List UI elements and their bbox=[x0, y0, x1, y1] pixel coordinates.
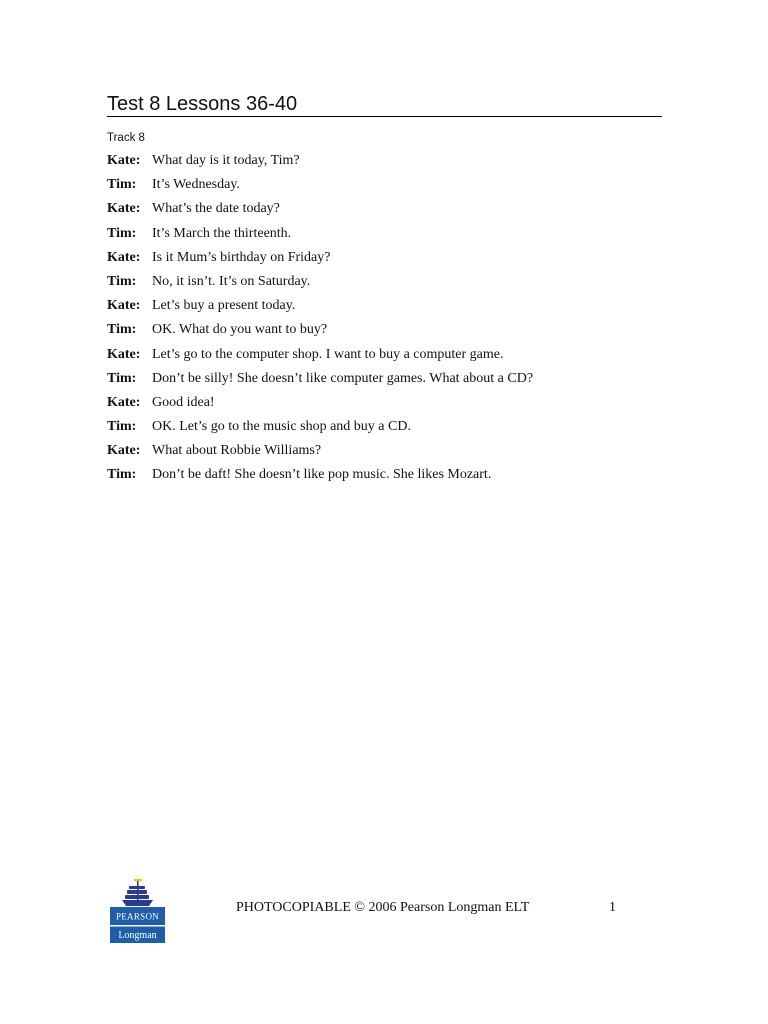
speaker-name: Kate: bbox=[107, 443, 141, 459]
dialogue-text: It’s Wednesday. bbox=[152, 177, 240, 193]
dialogue-line bbox=[107, 248, 533, 272]
dialogue-line bbox=[107, 345, 533, 369]
dialogue-line bbox=[107, 272, 533, 296]
speaker-name: Tim: bbox=[107, 322, 137, 338]
dialogue-text: It’s March the thirteenth. bbox=[152, 225, 292, 241]
dialogue-text: What about Robbie Williams? bbox=[152, 443, 322, 459]
dialogue-text: What’s the date today? bbox=[152, 201, 280, 217]
title-divider bbox=[107, 116, 662, 117]
speaker-name: Kate: bbox=[107, 394, 141, 410]
logo-brand-bottom: Longman bbox=[118, 930, 157, 941]
dialogue-line bbox=[107, 393, 533, 417]
dialogue-text: OK. What do you want to buy? bbox=[152, 322, 328, 338]
pearson-longman-logo bbox=[110, 877, 165, 943]
dialogue-text: Is it Mum’s birthday on Friday? bbox=[152, 249, 331, 265]
dialogue-line bbox=[107, 369, 533, 393]
dialogue-text: Let’s go to the computer shop. I want to buy a computer game. bbox=[152, 346, 504, 362]
dialogue-text: OK. Let’s go to the music shop and buy a CD. bbox=[152, 419, 411, 435]
dialogue-line bbox=[107, 417, 533, 441]
track-label: Track 8 bbox=[107, 132, 145, 144]
dialogue-line bbox=[107, 320, 533, 344]
speaker-name: Tim: bbox=[107, 467, 137, 483]
dialogue-line bbox=[107, 199, 533, 223]
logo-brand-top: PEARSON bbox=[115, 911, 160, 922]
speaker-name: Tim: bbox=[107, 225, 137, 241]
ship-icon bbox=[122, 879, 153, 906]
speaker-name: Kate: bbox=[107, 201, 141, 217]
dialogue-line bbox=[107, 151, 533, 175]
dialogue-line bbox=[107, 224, 533, 248]
speaker-name: Tim: bbox=[107, 273, 137, 289]
dialogue-line bbox=[107, 465, 533, 489]
page-number: 1 bbox=[609, 900, 616, 915]
dialogue-text: No, it isn’t. It’s on Saturday. bbox=[152, 273, 311, 289]
dialogue-text: Don’t be daft! She doesn’t like pop music. She likes Mozart. bbox=[152, 467, 492, 483]
speaker-name: Kate: bbox=[107, 298, 141, 314]
dialogue-line bbox=[107, 175, 533, 199]
dialogue-line bbox=[107, 441, 533, 465]
copyright-notice: PHOTOCOPIABLE © 2006 Pearson Longman ELT bbox=[236, 900, 530, 915]
speaker-name: Tim: bbox=[107, 419, 137, 435]
speaker-name: Kate: bbox=[107, 249, 141, 265]
dialogue-text: Don’t be silly! She doesn’t like computer games. What about a CD? bbox=[152, 370, 534, 386]
speaker-name: Tim: bbox=[107, 177, 137, 193]
dialogue-text: What day is it today, Tim? bbox=[152, 153, 300, 168]
speaker-name: Kate: bbox=[107, 153, 141, 168]
dialogue-text: Let’s buy a present today. bbox=[152, 298, 296, 314]
page-title: Test 8 Lessons 36-40 bbox=[107, 93, 298, 115]
dialogue-line bbox=[107, 296, 533, 320]
dialogue-text: Good idea! bbox=[152, 394, 215, 410]
speaker-name: Kate: bbox=[107, 346, 141, 362]
speaker-name: Tim: bbox=[107, 370, 137, 386]
dialogue-transcript bbox=[107, 151, 533, 490]
